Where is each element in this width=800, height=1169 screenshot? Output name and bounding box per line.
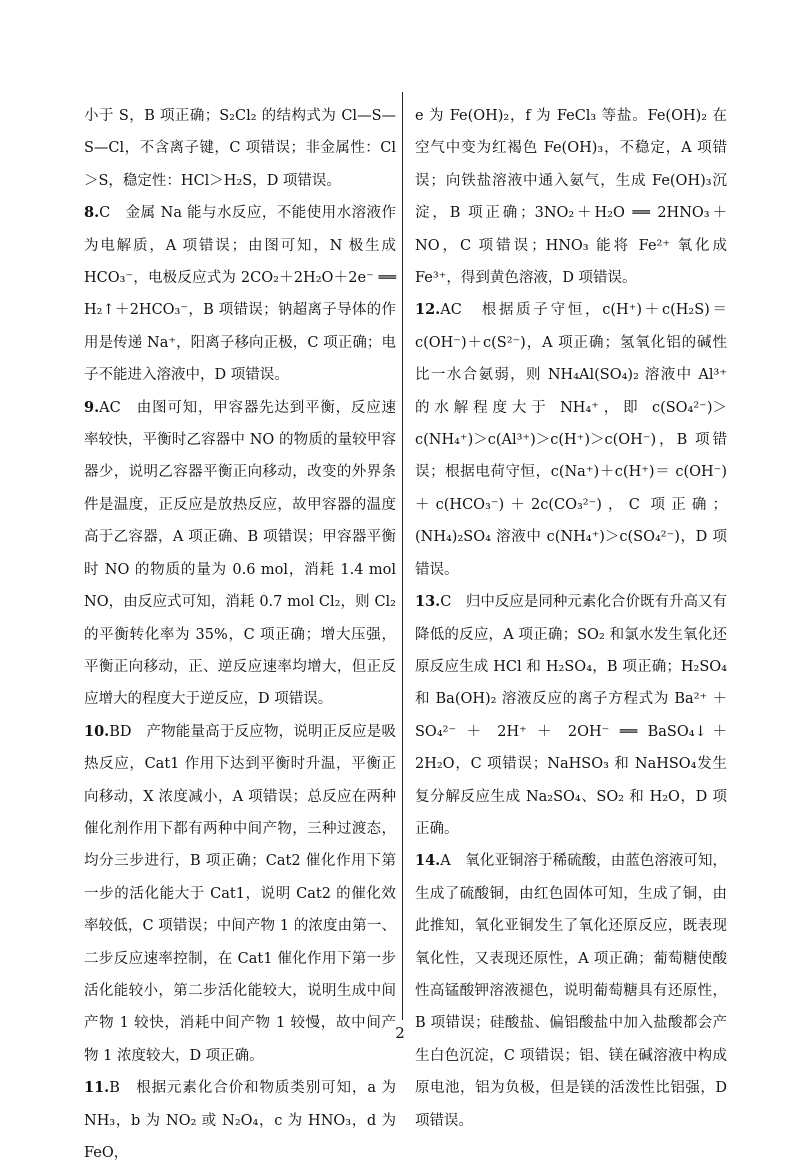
answer-text: B 根据元素化合价和物质类别可知，a 为 NH₃，b 为 NO₂ 或 N₂O₄，c 为 HNO₃，d 为 FeO， — [84, 1080, 396, 1161]
answer-text: BD 产物能量高于反应物，说明正反应是吸热反应，Cat1 作用下达到平衡时升温，平衡正向移动，X 浓度减小，A 项错误；总反应在两种催化剂作用下都有两种中间产物，三种过渡态，均分三步进行，B 项正确；Cat2 催化作用下第一步的活化能大于 Cat1，说明 Cat2 的催化效率较低，C 项错误；中间产物 1 的浓度由第一、二步反应速率控制，在 Cat1 催化作用下第一步活化能较小，第二步活化能较大，说明生成中间产物 1 较快，消耗中间产物 1 较慢，故中间产物 1 浓度较大，D 项正确。 — [84, 723, 396, 1064]
answer-9 — [84, 392, 396, 716]
answer-text: C 归中反应是同种元素化合价既有升高又有降低的反应，A 项正确；SO₂ 和氯水发生氧化还原反应生成 HCl 和 H₂SO₄，B 项正确；H₂SO₄ 和 Ba(OH)₂ 溶液反应的离子方程式为 Ba²⁺ ＋ SO₄²⁻ ＋ 2H⁺ ＋ 2OH⁻ ══ BaSO₄↓＋2H₂O，C 项错误；NaHSO₃ 和 NaHSO₄发生复分解反应生成 Na₂SO₄、SO₂ 和 H₂O，D 项正确。 — [415, 594, 727, 837]
answer-text: A 氧化亚铜溶于稀硫酸，由蓝色溶液可知，生成了硫酸铜，由红色固体可知，生成了铜，由此推知，氧化亚铜发生了氧化还原反应，既表现氧化性，又表现还原性，A 项正确；葡萄糖使酸性高锰酸钾溶液褪色，说明葡萄糖具有还原性，B 项错误；硅酸盐、偏铝酸盐中加入盐酸都会产生白色沉淀，C 项错误；铝、镁在碱溶液中构成原电池，铝为负极，但是镁的活泼性比铝强，D 项错误。 — [415, 853, 727, 1129]
answer-8 — [84, 197, 396, 391]
answer-11 — [84, 1072, 396, 1169]
answer-continuation: 小于 S，B 项正确；S₂Cl₂ 的结构式为 Cl—S—S—Cl，不含离子键，C 项错误；非金属性：Cl＞S，稳定性：HCl＞H₂S，D 项错误。 — [84, 108, 396, 189]
answer-number: 11. — [84, 1079, 110, 1097]
answer-continuation: e 为 Fe(OH)₂，f 为 FeCl₃ 等盐。Fe(OH)₂ 在空气中变为红褐色 Fe(OH)₃，不稳定，A 项错误；向铁盐溶液中通入氨气，生成 Fe(OH)₃沉淀，B 项正确；3NO₂＋H₂O ══ 2HNO₃＋NO，C 项错误；HNO₃ 能将 Fe²⁺ 氧化成 Fe³⁺，得到黄色溶液，D 项错误。 — [415, 108, 727, 287]
answer-14 — [415, 845, 727, 1137]
answer-13 — [415, 586, 727, 845]
right-column — [415, 100, 727, 1137]
answer-number: 13. — [415, 593, 441, 611]
answer-text: AC 由图可知，甲容器先达到平衡，反应速率较快，平衡时乙容器中 NO 的物质的量较甲容器少，说明乙容器平衡正向移动，改变的外界条件是温度，正反应是放热反应，故甲容器的温度高于乙容器，A 项正确、B 项错误；甲容器平衡时 NO 的物质的量为 0.6 mol，消耗 1.4 mol NO，由反应式可知，消耗 0.7 mol Cl₂，则 Cl₂ 的平衡转化率为 35%，C 项正确；增大压强，平衡正向移动，正、逆反应速率均增大，但正反应增大的程度大于逆反应，D 项错误。 — [84, 399, 396, 708]
answer-number: 12. — [415, 301, 441, 319]
answer-number: 8. — [84, 204, 100, 222]
page-number: 2 — [395, 1024, 405, 1042]
answer-10 — [84, 716, 396, 1072]
answer-number: 10. — [84, 722, 110, 740]
left-column — [84, 100, 396, 1169]
answer-number: 9. — [84, 398, 100, 416]
answer-text: C 金属 Na 能与水反应，不能使用水溶液作为电解质，A 项错误；由图可知，N 极生成 HCO₃⁻，电极反应式为 2CO₂＋2H₂O＋2e⁻ ══ H₂↑＋2HCO₃⁻，B 项错误；钠超离子导体的作用是传递 Na⁺，阳离子移向正极，C 项正确；电子不能进入溶液中，D 项错误。 — [84, 205, 396, 384]
answer-12 — [415, 294, 727, 586]
column-divider — [402, 92, 403, 1020]
answer-number: 14. — [415, 852, 441, 870]
answer-text: AC 根据质子守恒，c(H⁺)＋c(H₂S)＝ c(OH⁻)＋c(S²⁻)，A 项正确；氢氧化铝的碱性比一水合氨弱，则 NH₄Al(SO₄)₂ 溶液中 Al³⁺ 的水解程度大于 NH₄⁺，即 c(SO₄²⁻)＞ c(NH₄⁺)＞c(Al³⁺)＞c(H⁺)＞c(OH⁻)，B 项错误；根据电荷守恒，c(Na⁺)＋c(H⁺)＝ c(OH⁻)＋c(HCO₃⁻)＋2c(CO₃²⁻)，C 项正确；(NH₄)₂SO₄ 溶液中 c(NH₄⁺)＞c(SO₄²⁻)，D 项错误。 — [415, 302, 727, 578]
